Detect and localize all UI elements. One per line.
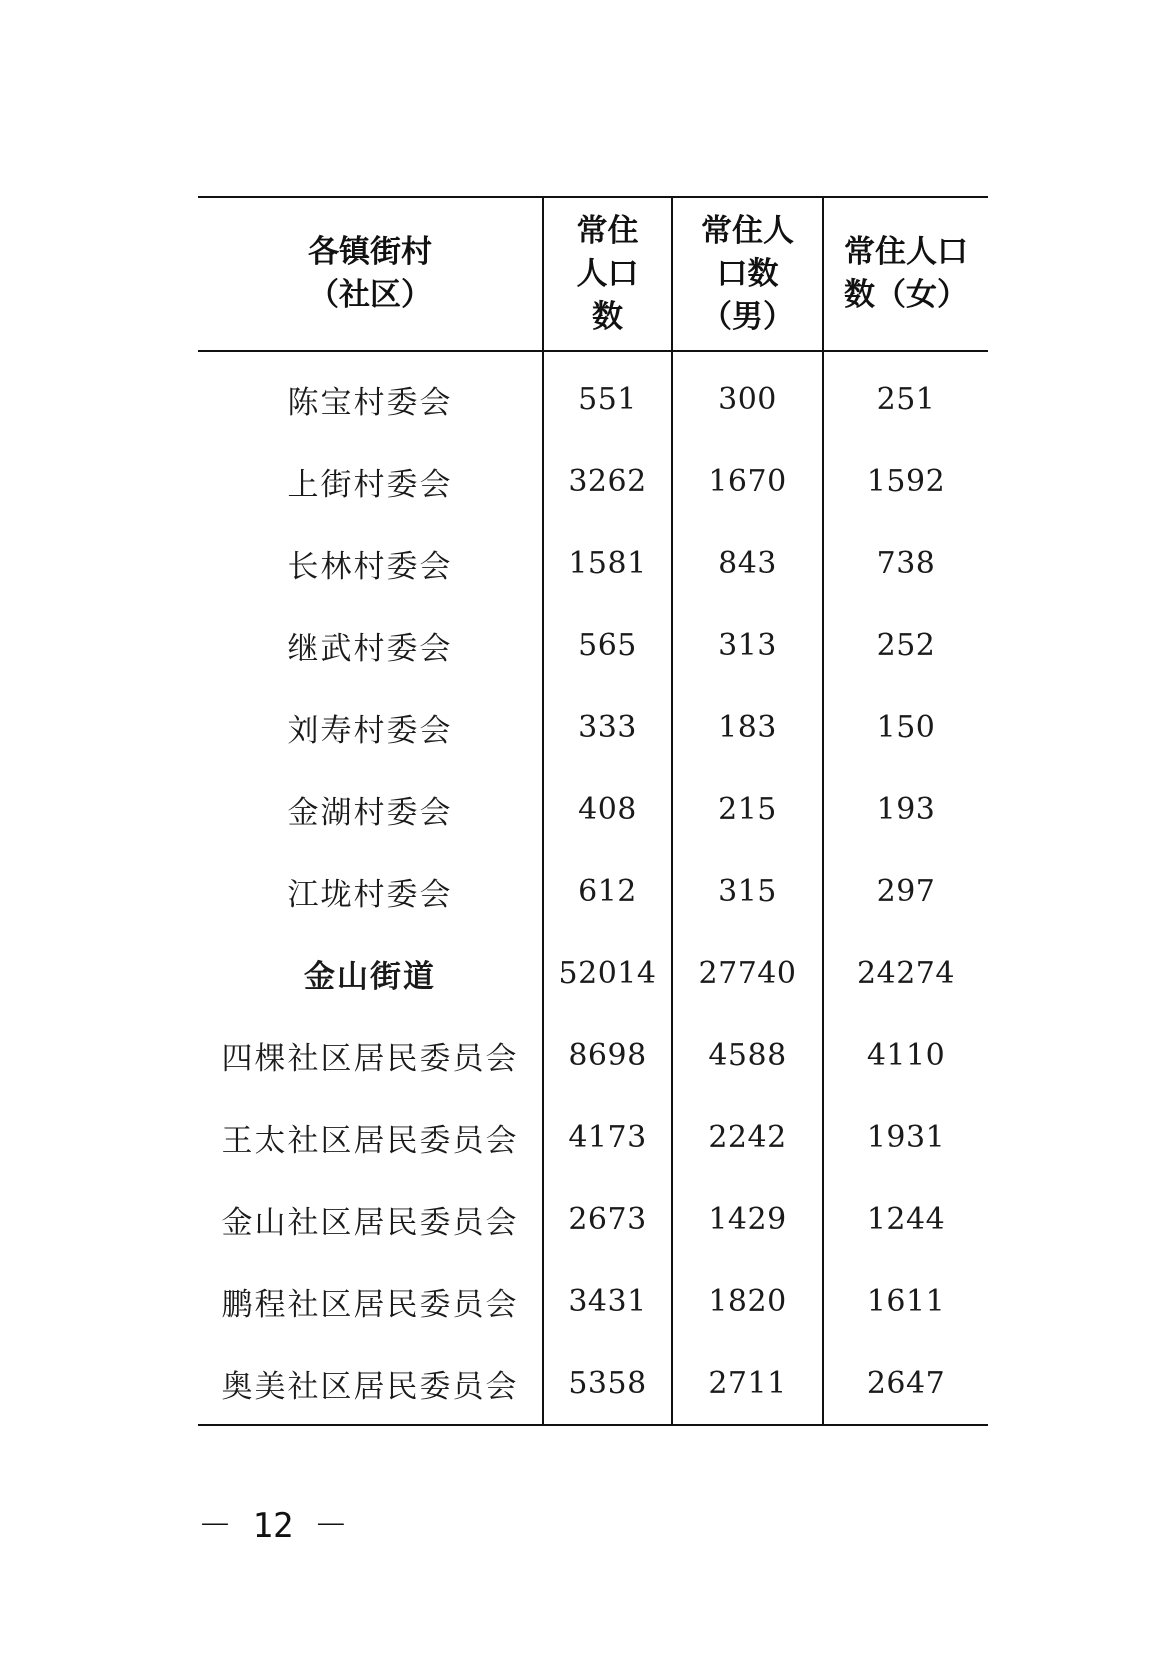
row-total: 565 — [543, 604, 672, 686]
row-total: 3431 — [543, 1260, 672, 1342]
population-table — [198, 196, 988, 1426]
row-male: 1670 — [672, 440, 823, 522]
row-male: 2242 — [672, 1096, 823, 1178]
row-total: 2673 — [543, 1178, 672, 1260]
row-female: 251 — [823, 351, 988, 440]
table-row — [198, 1260, 988, 1342]
row-male: 183 — [672, 686, 823, 768]
row-name: 金山街道 — [304, 958, 436, 995]
row-female: 24274 — [823, 932, 988, 1014]
row-male: 843 — [672, 522, 823, 604]
row-female: 1592 — [823, 440, 988, 522]
row-name: 刘寿村委会 — [287, 712, 453, 749]
table-row — [198, 351, 988, 440]
row-total: 1581 — [543, 522, 672, 604]
header-resident-population: 常住 人口 数 — [543, 197, 672, 351]
table-row — [198, 768, 988, 850]
row-male: 2711 — [672, 1342, 823, 1425]
table-row — [198, 604, 988, 686]
row-name: 陈宝村委会 — [287, 384, 453, 421]
table-row — [198, 850, 988, 932]
row-name: 继武村委会 — [287, 630, 453, 667]
row-name: 金山社区居民委员会 — [221, 1204, 519, 1241]
row-female: 150 — [823, 686, 988, 768]
header-town-village: 各镇街村 （社区） — [198, 197, 543, 351]
row-name: 鹏程社区居民委员会 — [221, 1286, 519, 1323]
row-name: 金湖村委会 — [287, 794, 453, 831]
table-row — [198, 1342, 988, 1425]
row-female: 1931 — [823, 1096, 988, 1178]
row-female: 1611 — [823, 1260, 988, 1342]
row-total: 551 — [543, 351, 672, 440]
row-total: 3262 — [543, 440, 672, 522]
row-total: 612 — [543, 850, 672, 932]
row-total: 5358 — [543, 1342, 672, 1425]
table-row — [198, 1014, 988, 1096]
table-row — [198, 1096, 988, 1178]
row-total: 333 — [543, 686, 672, 768]
row-name: 上街村委会 — [287, 466, 453, 503]
table-row — [198, 522, 988, 604]
row-male: 1820 — [672, 1260, 823, 1342]
table-row — [198, 1178, 988, 1260]
row-total: 8698 — [543, 1014, 672, 1096]
row-male: 27740 — [672, 932, 823, 1014]
row-male: 1429 — [672, 1178, 823, 1260]
row-name: 江垅村委会 — [287, 876, 453, 913]
row-female: 1244 — [823, 1178, 988, 1260]
row-female: 4110 — [823, 1014, 988, 1096]
row-name: 王太社区居民委员会 — [221, 1122, 519, 1159]
row-total: 408 — [543, 768, 672, 850]
row-total: 4173 — [543, 1096, 672, 1178]
header-resident-population-female: 常住人口 数（女） — [823, 197, 988, 351]
row-male: 215 — [672, 768, 823, 850]
row-female: 252 — [823, 604, 988, 686]
row-name: 奥美社区居民委员会 — [221, 1368, 519, 1405]
row-male: 313 — [672, 604, 823, 686]
header-resident-population-male: 常住人 口数 （男） — [672, 197, 823, 351]
row-female: 738 — [823, 522, 988, 604]
table-row — [198, 686, 988, 768]
row-male: 4588 — [672, 1014, 823, 1096]
row-name: 长林村委会 — [287, 548, 453, 585]
table-row-street-subtotal — [198, 932, 988, 1014]
row-female: 297 — [823, 850, 988, 932]
table-header-row — [198, 197, 988, 351]
row-male: 300 — [672, 351, 823, 440]
row-female: 2647 — [823, 1342, 988, 1425]
page-number: － 12 － — [198, 1506, 348, 1546]
row-total: 52014 — [543, 932, 672, 1014]
row-name: 四棵社区居民委员会 — [221, 1040, 519, 1077]
table-row — [198, 440, 988, 522]
row-female: 193 — [823, 768, 988, 850]
row-male: 315 — [672, 850, 823, 932]
